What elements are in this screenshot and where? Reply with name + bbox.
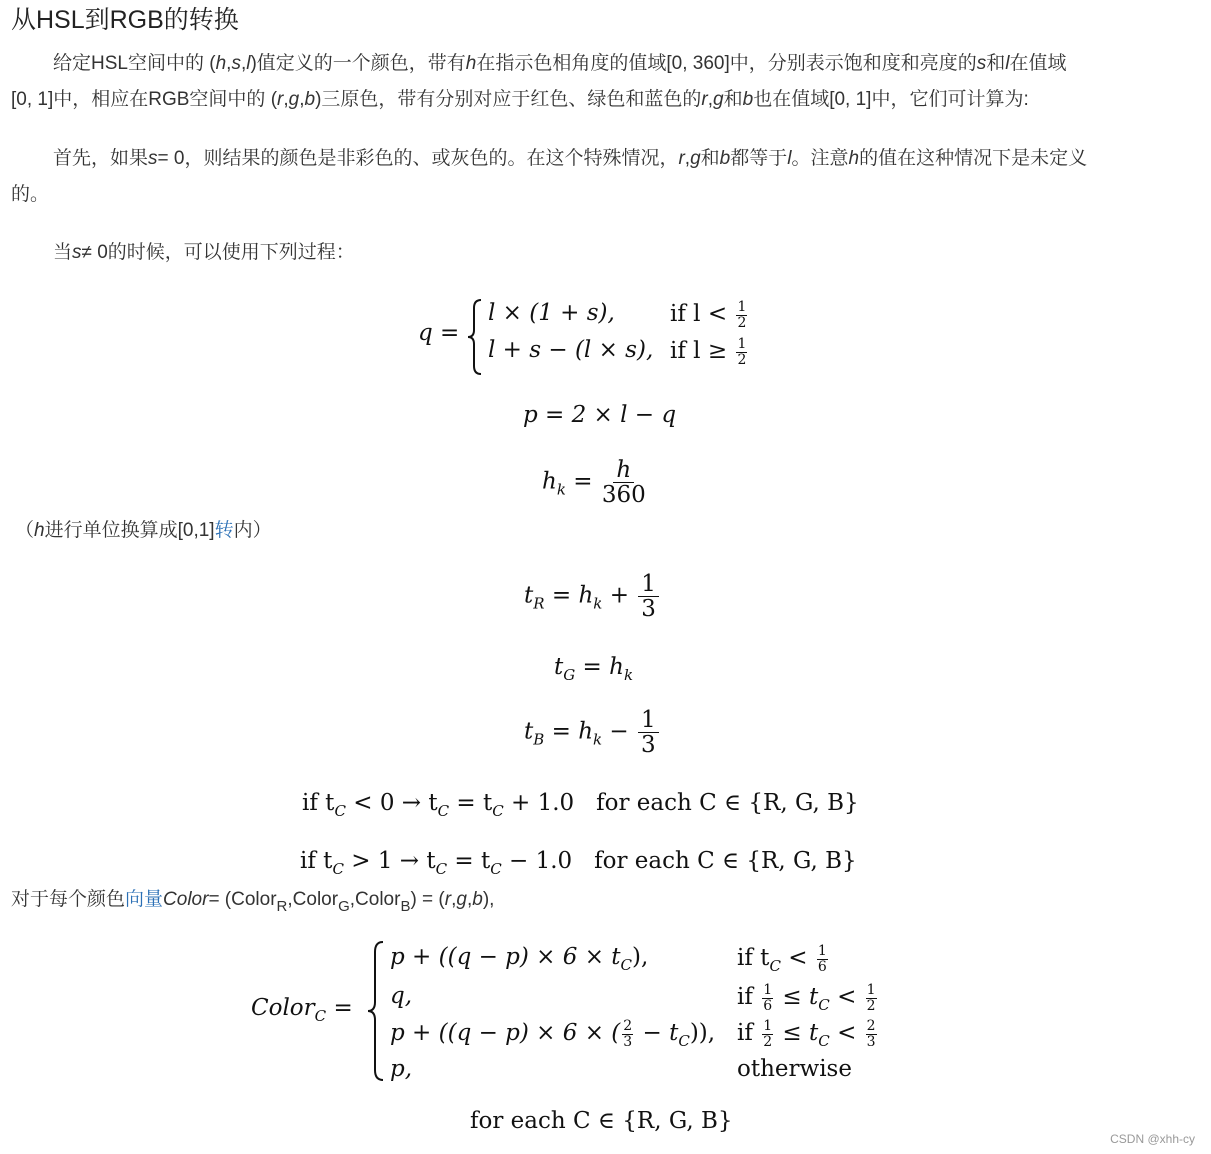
q-cond1: if l < $\frac{1}{2}$	[670, 299, 747, 331]
q-lhs: q =	[418, 320, 460, 346]
para3: 当s≠ 0的时候，可以使用下列过程：	[53, 242, 355, 263]
colorC-case1: $p + ((q - p) \times 6 \times t_C)$,	[390, 944, 649, 974]
formula-tG: $t_G = h_k$	[554, 654, 634, 684]
q-cond2: if l ≥ $\frac{1}{2}$	[670, 336, 747, 368]
formula-if-gt1: if $t_C > 1 \to t_C = t_C - 1.0$ for each C ∈ {R, G, B}	[300, 848, 857, 878]
para2-line2: 的。	[11, 184, 50, 205]
q-case1: l × (1 + s),	[488, 300, 615, 326]
colorC-case4: p,	[390, 1056, 413, 1082]
colorC-cond4: otherwise	[737, 1056, 852, 1082]
colorC-cond2: if $\frac{1}{6}$ ≤ $t_C$ < $\frac{1}{2}$	[737, 982, 876, 1015]
colorC-brace	[366, 940, 388, 1082]
color-vector-line: 对于每个颜色向量Color= (Color$_R$,Color$_G$,Color$_B$) = (r,g,b),	[11, 889, 495, 915]
formula-p: p = 2 × l − q	[523, 402, 677, 428]
formula-hk: $h_k$ = $\frac{h}{360}$	[542, 457, 646, 509]
q-brace	[466, 298, 486, 376]
note-link[interactable]: 转	[214, 520, 234, 541]
colorC-cond3: if $\frac{1}{2}$ ≤ $t_C$ < $\frac{2}{3}$	[737, 1018, 876, 1051]
formula-final-foreach: for each C ∈ {R, G, B}	[470, 1108, 733, 1134]
para1-line2: [0, 1]中，相应在RGB空间中的 (r,g,b)三原色，带有分别对应于红色、绿色和蓝色的r,g和b也在值域[0, 1]中，它们可计算为:	[11, 89, 1029, 110]
page-title: 从HSL到RGB的转换	[11, 6, 239, 34]
colorC-case3: p + ((q − p) × 6 × ( $\frac{2}{3}$ − $t_C$)),	[390, 1018, 716, 1051]
formula-tR: $t_R = h_k$ + $\frac{1}{3}$	[524, 572, 661, 621]
colorC-case2: q,	[390, 983, 413, 1009]
watermark: CSDN @xhh-cy	[1110, 1132, 1195, 1146]
para2-line1: 首先，如果s= 0，则结果的颜色是非彩色的、或灰色的。在这个特殊情况，r,g和b都等于l。注意h的值在这种情况下是未定义	[53, 148, 1088, 169]
colorC-cond1: if $t_C$ < $\frac{1}{6}$	[737, 943, 827, 976]
q-case2: l + s − (l × s),	[488, 337, 654, 363]
para1-line1: 给定HSL空间中的 (h,s,l)值定义的一个颜色，带有h在指示色相角度的值域[0, 360]中，分别表示饱和度和亮度的s和l在值域	[53, 53, 1067, 74]
formula-if-lt0: if $t_C < 0 \to t_C = t_C + 1.0$ for each C ∈ {R, G, B}	[302, 790, 859, 820]
note-hk: （h进行单位换算成[0,1]转内）	[15, 520, 272, 541]
colorC-lhs: Color$_C$ =	[251, 995, 353, 1025]
vector-link[interactable]: 向量	[125, 889, 164, 910]
formula-tB: $t_B = h_k$ − $\frac{1}{3}$	[524, 708, 661, 757]
